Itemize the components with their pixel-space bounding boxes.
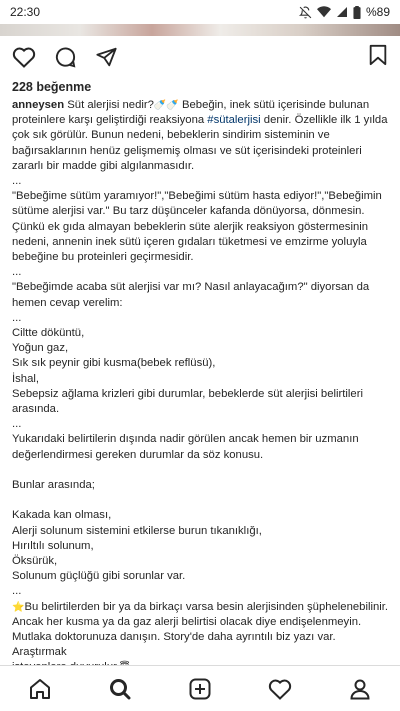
caption-text: ... (12, 418, 22, 431)
caption-text: Hırıltılı solunum, (12, 539, 94, 552)
search-icon[interactable] (100, 669, 140, 709)
caption-text: çok sık görülür. Bunun nedeni, bebeklerin sindirim sisteminin ve (12, 129, 330, 142)
activity-heart-icon[interactable] (260, 669, 300, 709)
caption-text: Bebeğin, inek sütü içerisinde bulunan (178, 99, 370, 111)
caption-line (12, 569, 392, 584)
emoji: ⭐ (12, 601, 25, 613)
caption-text: Kakada kan olması, (12, 509, 112, 522)
caption-text: bağırsaklarının henüz gelişmemiş olması ve süt içerisindeki proteinleri (12, 144, 362, 157)
caption-text: Ciltte döküntü, (12, 327, 85, 340)
caption-line (12, 356, 392, 371)
caption-line (12, 630, 392, 660)
caption-text: hemen cevap verelim: (12, 296, 123, 309)
caption-line (12, 341, 392, 356)
caption-text: Ancak her kusma ya da gaz alerji belirtisi olacak diye endişelenmeyin. (12, 615, 362, 628)
caption-line (12, 98, 392, 113)
caption-text: Alerji solunum sistemini etkilerse burun tıkanıklığı, (12, 524, 262, 537)
hashtag-link[interactable]: #sütalerjisi (207, 114, 261, 127)
caption-text: nedeni, annenin inek sütü içeren gıdaları tüketmesi ve emzirme yoluyla (12, 235, 367, 248)
caption-line (12, 326, 392, 341)
caption-line (12, 174, 392, 189)
caption-line (12, 432, 392, 447)
caption-line (12, 311, 392, 326)
caption-line (12, 508, 392, 523)
likes-count[interactable]: 228 beğenme (12, 80, 92, 94)
caption-line (12, 296, 392, 311)
caption-text: ... (12, 311, 22, 324)
caption-text: Sık sık peynir gibi kusma(bebek reflüsü), (12, 357, 216, 370)
caption-line (12, 524, 392, 539)
caption-text: "Bebeğimde acaba süt alerjisi var mı? Nasıl anlayacağım?" diyorsan da (12, 281, 370, 294)
status-time: 22:30 (10, 5, 41, 19)
caption-text: denir. Özellikle ilk 1 yılda (260, 114, 388, 127)
caption-line (12, 280, 392, 295)
caption-line (12, 235, 392, 250)
caption-line (12, 463, 392, 478)
caption-line (12, 554, 392, 569)
caption-text: Bu belirtilerden bir ya da birkaçı varsa besin alerjisinden şüphelenebilinir. (24, 600, 389, 613)
new-post-icon[interactable] (180, 669, 220, 709)
caption-line (12, 402, 392, 417)
like-heart-icon[interactable] (12, 46, 36, 68)
caption-line (12, 113, 392, 128)
emoji: 🍼🍼 (153, 100, 179, 111)
caption-line (12, 478, 392, 493)
post-caption (12, 98, 392, 658)
profile-icon[interactable] (340, 669, 380, 709)
caption-line (12, 372, 392, 387)
caption-text: Yukarıdaki belirtilerin dışında nadir görülen ancak hemen bir uzmanın (12, 433, 359, 446)
post-image[interactable] (0, 24, 400, 36)
caption-line (12, 128, 392, 143)
caption-line (12, 144, 392, 159)
wifi-icon (317, 6, 331, 18)
caption-text: ... (12, 266, 22, 279)
signal-icon (336, 6, 348, 18)
caption-line (12, 387, 392, 402)
caption-line (12, 220, 392, 235)
caption-text: ... (12, 175, 22, 188)
post-action-row (0, 42, 400, 72)
caption-line (12, 250, 392, 265)
caption-line (12, 600, 392, 615)
caption-text: zararlı bir madde gibi algılanmasıdır. (12, 159, 195, 172)
save-bookmark-icon[interactable] (368, 44, 388, 66)
caption-line (12, 265, 392, 280)
caption-text: sütüme alerjisi var." Bu tarz düşünceler kafanda dönüyorsa, dönmesin. (12, 205, 365, 218)
caption-text: proteinlere karşı geliştirdiği reaksiyona (12, 114, 208, 127)
caption-text: Öksürük, (12, 555, 58, 568)
caption-line (12, 448, 392, 463)
caption-line (12, 615, 392, 630)
status-bar (0, 0, 400, 24)
home-icon[interactable] (20, 669, 60, 709)
battery-icon (353, 6, 361, 19)
bottom-nav (0, 665, 400, 711)
caption-line (12, 539, 392, 554)
caption-text: Mutlaka doktorunuza danışın. Story'de daha ayrıntılı biz yazı var. Araştırmak (12, 631, 336, 659)
caption-text: arasında. (12, 403, 60, 416)
caption-username[interactable]: anneysen (12, 99, 65, 111)
caption-line (12, 189, 392, 204)
caption-text: ... (12, 585, 22, 598)
comment-icon[interactable] (54, 46, 77, 69)
caption-line (12, 493, 392, 508)
caption-text: bebeğine bu proteinleri geçirmesidir. (12, 251, 194, 264)
caption-line (12, 204, 392, 219)
caption-text: Solunum güçlüğü gibi sorunlar var. (12, 570, 186, 583)
battery-percent: %89 (365, 5, 390, 19)
caption-text: "Bebeğime sütüm yaramıyor!","Bebeğimi sütüm hasta ediyor!","Bebeğimin (12, 190, 382, 203)
caption-text: Bunlar arasında; (12, 479, 95, 492)
mute-icon (299, 6, 312, 19)
caption-text: Yoğun gaz, (12, 342, 69, 355)
caption-text: Çünkü ek gıda almayan bebeklerin süte alerjik reaksiyon göstermesinin (12, 220, 369, 233)
caption-line (12, 159, 392, 174)
caption-text: Sebepsiz ağlama krizleri gibi durumlar, bebeklerde süt alerjisi belirtileri (12, 387, 363, 400)
share-icon[interactable] (95, 46, 118, 68)
caption-line (12, 584, 392, 599)
status-icons (299, 5, 390, 19)
caption-text: Süt alerjisi nedir? (64, 99, 154, 111)
caption-text: değerlendirmesi gereken durumlar da söz konusu. (12, 448, 264, 461)
caption-text: İshal, (12, 372, 40, 385)
caption-line (12, 417, 392, 432)
